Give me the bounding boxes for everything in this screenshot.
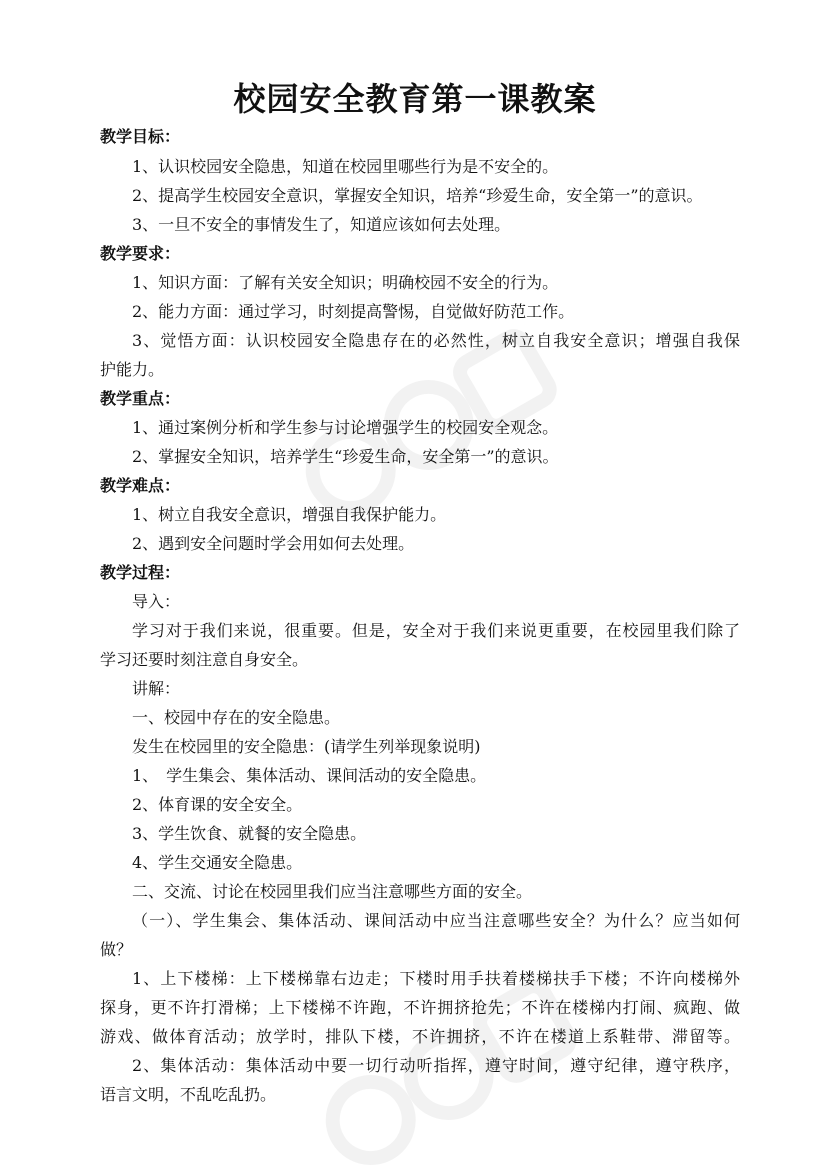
section-heading-difficulties: 教学难点： bbox=[100, 476, 181, 495]
process-line: 讲解： bbox=[132, 679, 181, 698]
process-line: 4、学生交通安全隐患。 bbox=[132, 853, 303, 872]
process-line: 导入： bbox=[132, 592, 181, 611]
section-heading-process: 教学过程： bbox=[100, 563, 181, 582]
process-line: 探身，更不许打滑梯；上下楼梯不许跑，不许拥挤抢先；不许在楼梯内打闹、疯跑、做 bbox=[100, 998, 740, 1017]
process-line: 语言文明，不乱吃乱扔。 bbox=[100, 1085, 277, 1104]
process-line: 2、集体活动：集体活动中要一切行动听指挥，遵守时间，遵守纪律，遵守秩序， bbox=[132, 1056, 740, 1075]
requirement-item: 3、觉悟方面：认识校园安全隐患存在的必然性，树立自我安全意识；增强自我保 bbox=[132, 331, 740, 350]
process-line: 二、交流、讨论在校园里我们应当注意哪些方面的安全。 bbox=[132, 882, 533, 901]
process-line: 一、校园中存在的安全隐患。 bbox=[132, 708, 341, 727]
process-line: 2、体育课的安全安全。 bbox=[132, 795, 303, 814]
process-line: （一）、学生集会、集体活动、课间活动中应当注意哪些安全？为什么？应当如何 bbox=[132, 911, 740, 930]
objective-item: 3、一旦不安全的事情发生了，知道应该如何去处理。 bbox=[132, 215, 511, 234]
process-line: 学习对于我们来说，很重要。但是，安全对于我们来说更重要，在校园里我们除了 bbox=[132, 621, 740, 640]
process-line: 发生在校园里的安全隐患：(请学生列举现象说明) bbox=[132, 737, 481, 756]
section-heading-key-points: 教学重点： bbox=[100, 389, 181, 408]
process-line: 学习还要时刻注意自身安全。 bbox=[100, 650, 309, 669]
page-title: 校园安全教育第一课教案 bbox=[233, 80, 597, 118]
process-line: 1、上下楼梯：上下楼梯靠右边走；下楼时用手扶着楼梯扶手下楼；不许向楼梯外 bbox=[132, 969, 740, 988]
objective-item: 1、认识校园安全隐患，知道在校园里哪些行为是不安全的。 bbox=[132, 157, 559, 176]
requirement-item: 2、能力方面：通过学习，时刻提高警惕，自觉做好防范工作。 bbox=[132, 302, 575, 321]
process-line: 1、 学生集会、集体活动、课间活动的安全隐患。 bbox=[132, 766, 487, 785]
process-line: 做？ bbox=[100, 940, 133, 959]
section-heading-objectives: 教学目标： bbox=[100, 127, 181, 146]
key-point-item: 2、掌握安全知识，培养学生“珍爱生命，安全第一”的意识。 bbox=[132, 447, 559, 466]
key-point-item: 1、通过案例分析和学生参与讨论增强学生的校园安全观念。 bbox=[132, 418, 559, 437]
section-heading-requirements: 教学要求： bbox=[100, 244, 181, 263]
requirement-item: 1、知识方面：了解有关安全知识；明确校园不安全的行为。 bbox=[132, 273, 559, 292]
requirement-item-continuation: 护能力。 bbox=[100, 360, 165, 379]
difficulty-item: 2、遇到安全问题时学会用如何去处理。 bbox=[132, 534, 415, 553]
difficulty-item: 1、树立自我安全意识，增强自我保护能力。 bbox=[132, 505, 447, 524]
process-line: 3、学生饮食、就餐的安全隐患。 bbox=[132, 824, 367, 843]
process-line: 游戏、做体育活动；放学时，排队下楼，不许拥挤，不许在楼道上系鞋带、滞留等。 bbox=[100, 1027, 740, 1046]
objective-item: 2、提高学生校园安全意识，掌握安全知识，培养“珍爱生命，安全第一”的意识。 bbox=[132, 186, 703, 205]
